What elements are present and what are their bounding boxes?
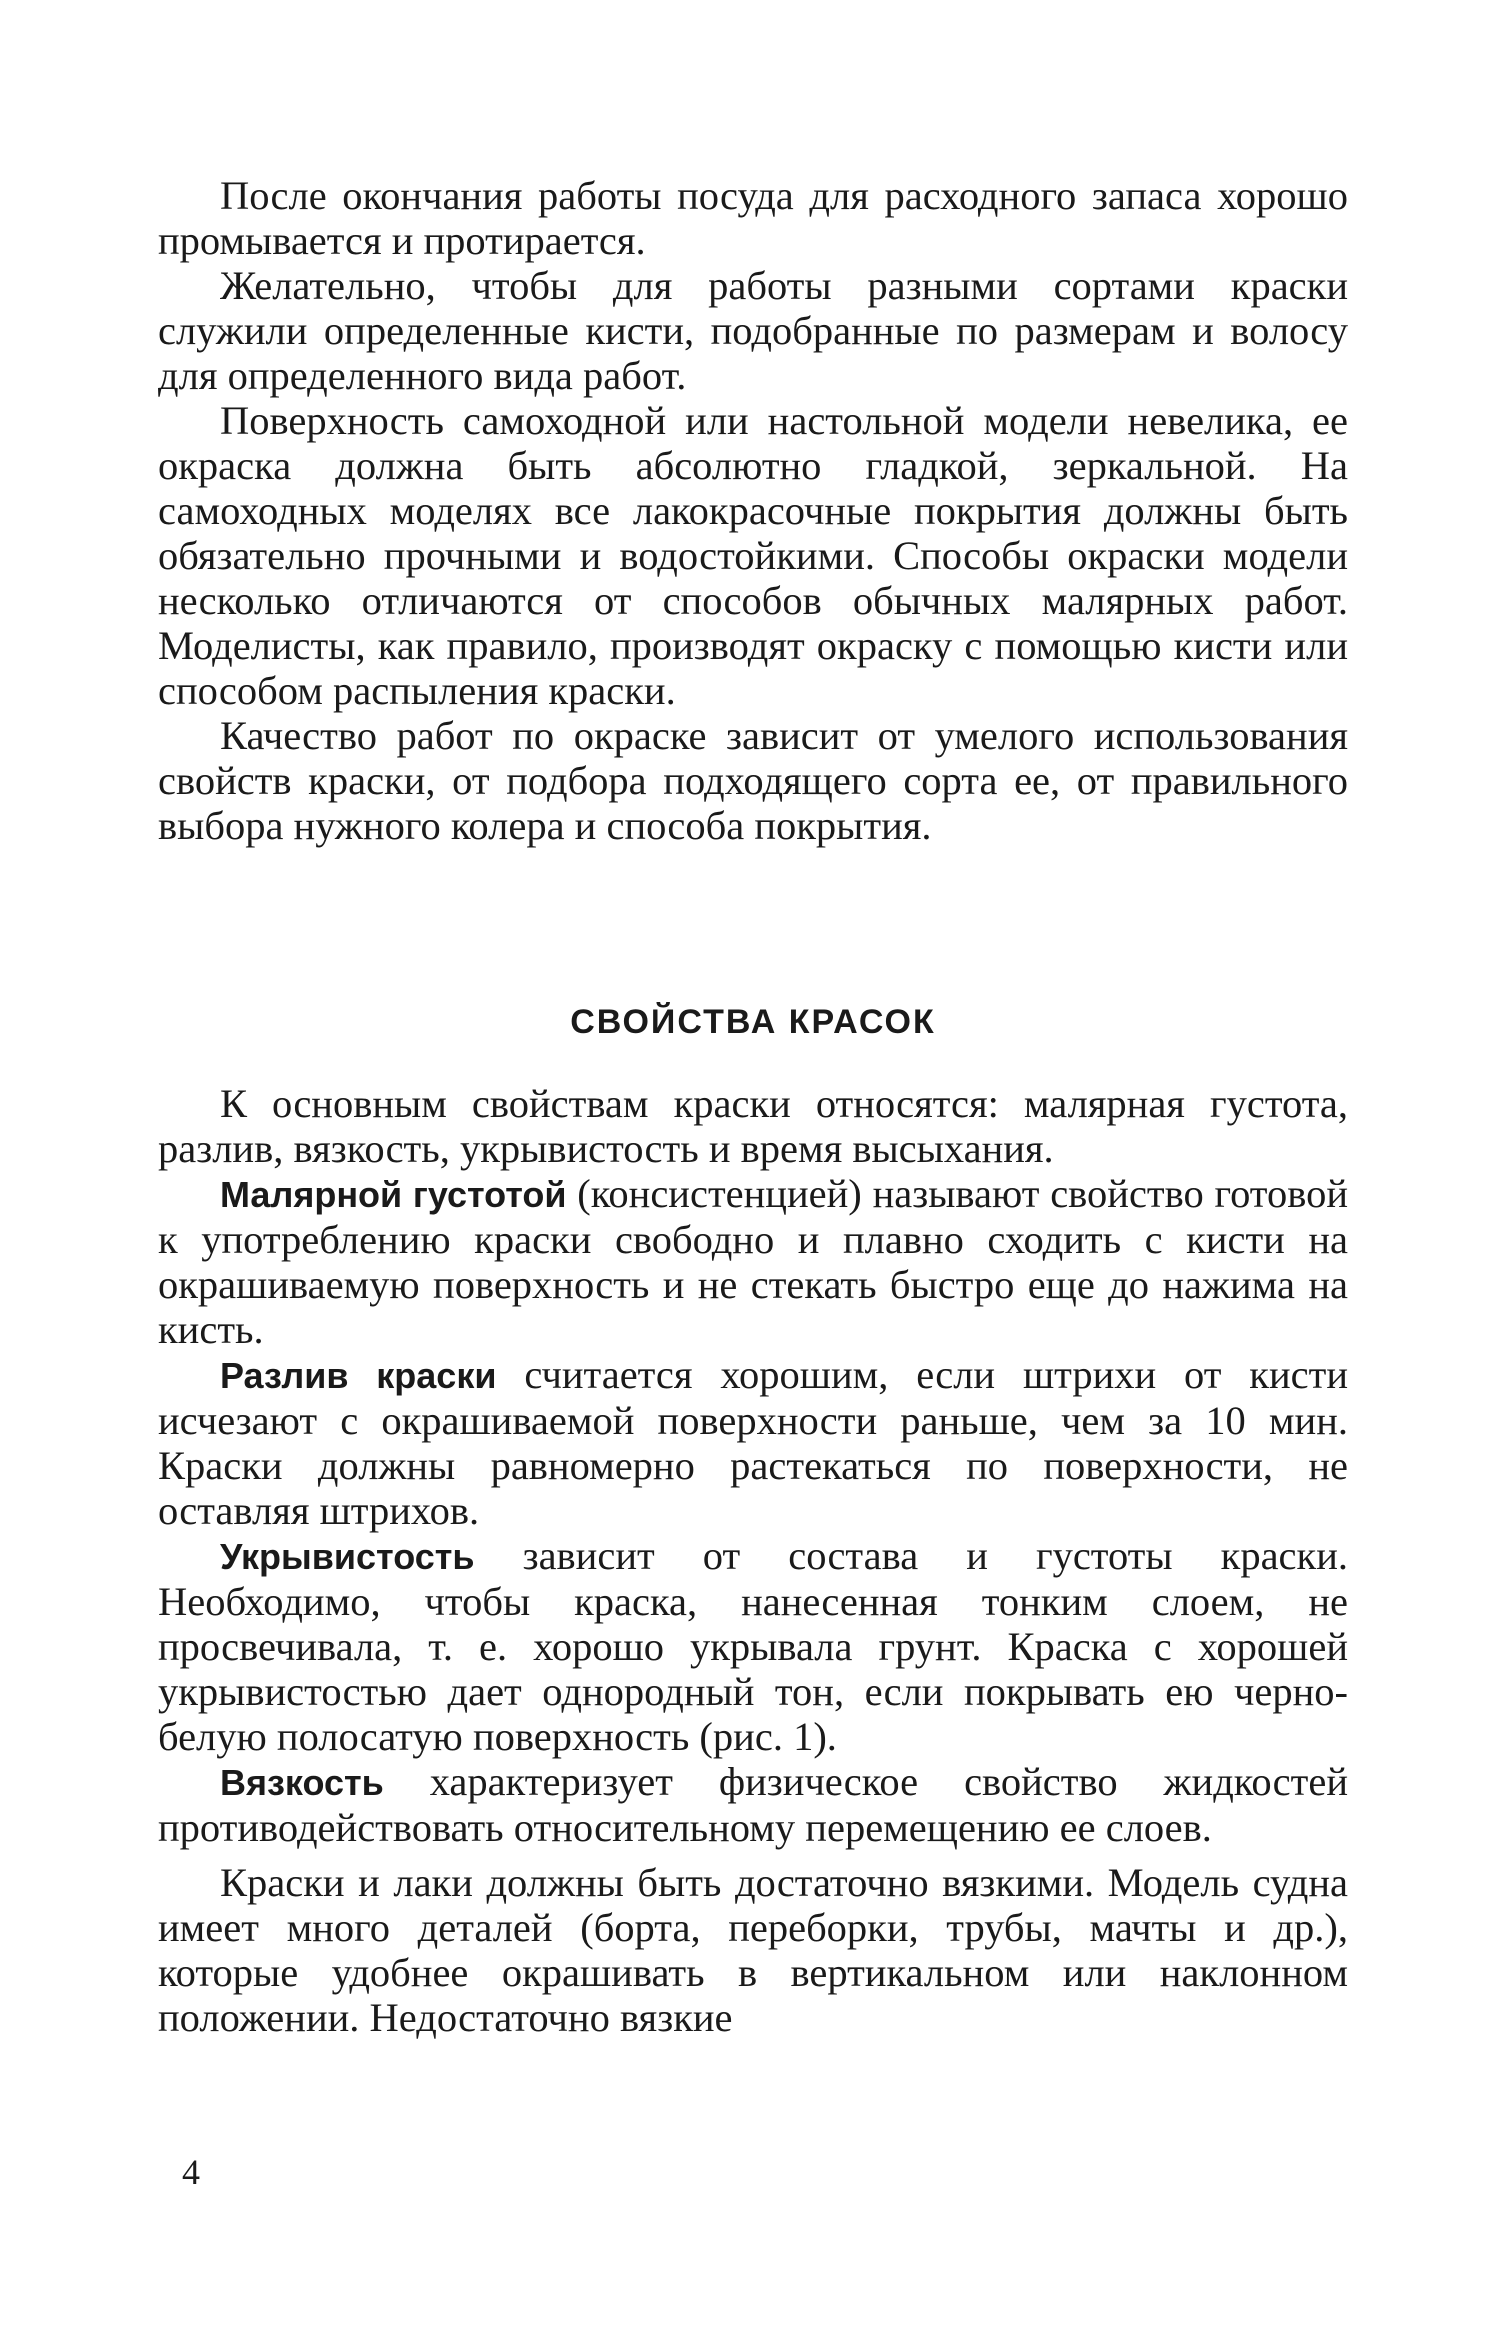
page-number: 4 bbox=[182, 2152, 200, 2192]
properties-text-block bbox=[158, 1081, 1348, 2040]
paragraph-properties-intro: К основным свойствам краски относятся: малярная густота, разлив, вязкость, укрывистость и время высыхания. bbox=[158, 1081, 1348, 1171]
term-flow: Разлив краски bbox=[220, 1355, 497, 1396]
term-consistency: Малярной густотой bbox=[220, 1174, 567, 1215]
term-hiding-power: Укрывистость bbox=[220, 1536, 475, 1577]
section-heading: СВОЙСТВА КРАСОК bbox=[570, 1003, 936, 1041]
paragraph-property-flow bbox=[158, 1352, 1348, 1533]
intro-text-block bbox=[158, 173, 1348, 848]
paragraph-dish-washing: После окончания работы посуда для расходного запаса хорошо промывается и протирается. bbox=[158, 173, 1348, 263]
paragraph-viscous-paints: Краски и лаки должны быть достаточно вязкими. Модель судна имеет много деталей (борта, переборки, трубы, мачты и др.), которые удобнее окрашивать в вертикальном или наклонном положении. Недостаточно вязкие bbox=[158, 1860, 1348, 2040]
definition-viscosity: характеризует физическое свойство жидкостей противодействовать относительному перемещению ее слоев. bbox=[158, 1759, 1348, 1850]
definition-flow: считается хорошим, если штрихи от кисти исчезают с окрашиваемой поверхности раньше, чем за 10 мин. Краски должны равномерно растекаться по поверхности, не оставляя штрихов. bbox=[158, 1352, 1348, 1533]
definition-consistency: (консистенцией) называют свойство готовой к употреблению краски свободно и плавно сходить с кисти на окрашиваемую поверхность и не стекать быстро еще до нажима на кисть. bbox=[158, 1171, 1348, 1352]
paragraph-property-consistency bbox=[158, 1171, 1348, 1352]
definition-hiding-power: зависит от состава и густоты краски. Необходимо, чтобы краска, нанесенная тонким слоем, не просвечивала, т. е. хорошо укрывала грунт. Краска с хорошей укрывистостью дает однородный тон, если покрывать ею черно-белую полосатую поверхность (рис. 1). bbox=[158, 1533, 1348, 1759]
paragraph-brushes: Желательно, чтобы для работы разными сортами краски служили определенные кисти, подобранные по размерам и волосу для определенного вида работ. bbox=[158, 263, 1348, 398]
paragraph-model-surface: Поверхность самоходной или настольной модели невелика, ее окраска должна быть абсолютно гладкой, зеркальной. На самоходных моделях все лакокрасочные покрытия должны быть обязательно прочными и водостойкими. Способы окраски модели несколько отличаются от способов обычных малярных работ. Моделисты, как правило, производят окраску с помощью кисти или способом распыления краски. bbox=[158, 398, 1348, 713]
term-viscosity: Вязкость bbox=[220, 1762, 384, 1803]
paragraph-property-viscosity bbox=[158, 1759, 1348, 1850]
paragraph-property-hiding-power bbox=[158, 1533, 1348, 1759]
paragraph-painting-quality: Качество работ по окраске зависит от умелого использования свойств краски, от подбора подходящего сорта ее, от правильного выбора нужного колера и способа покрытия. bbox=[158, 713, 1348, 848]
